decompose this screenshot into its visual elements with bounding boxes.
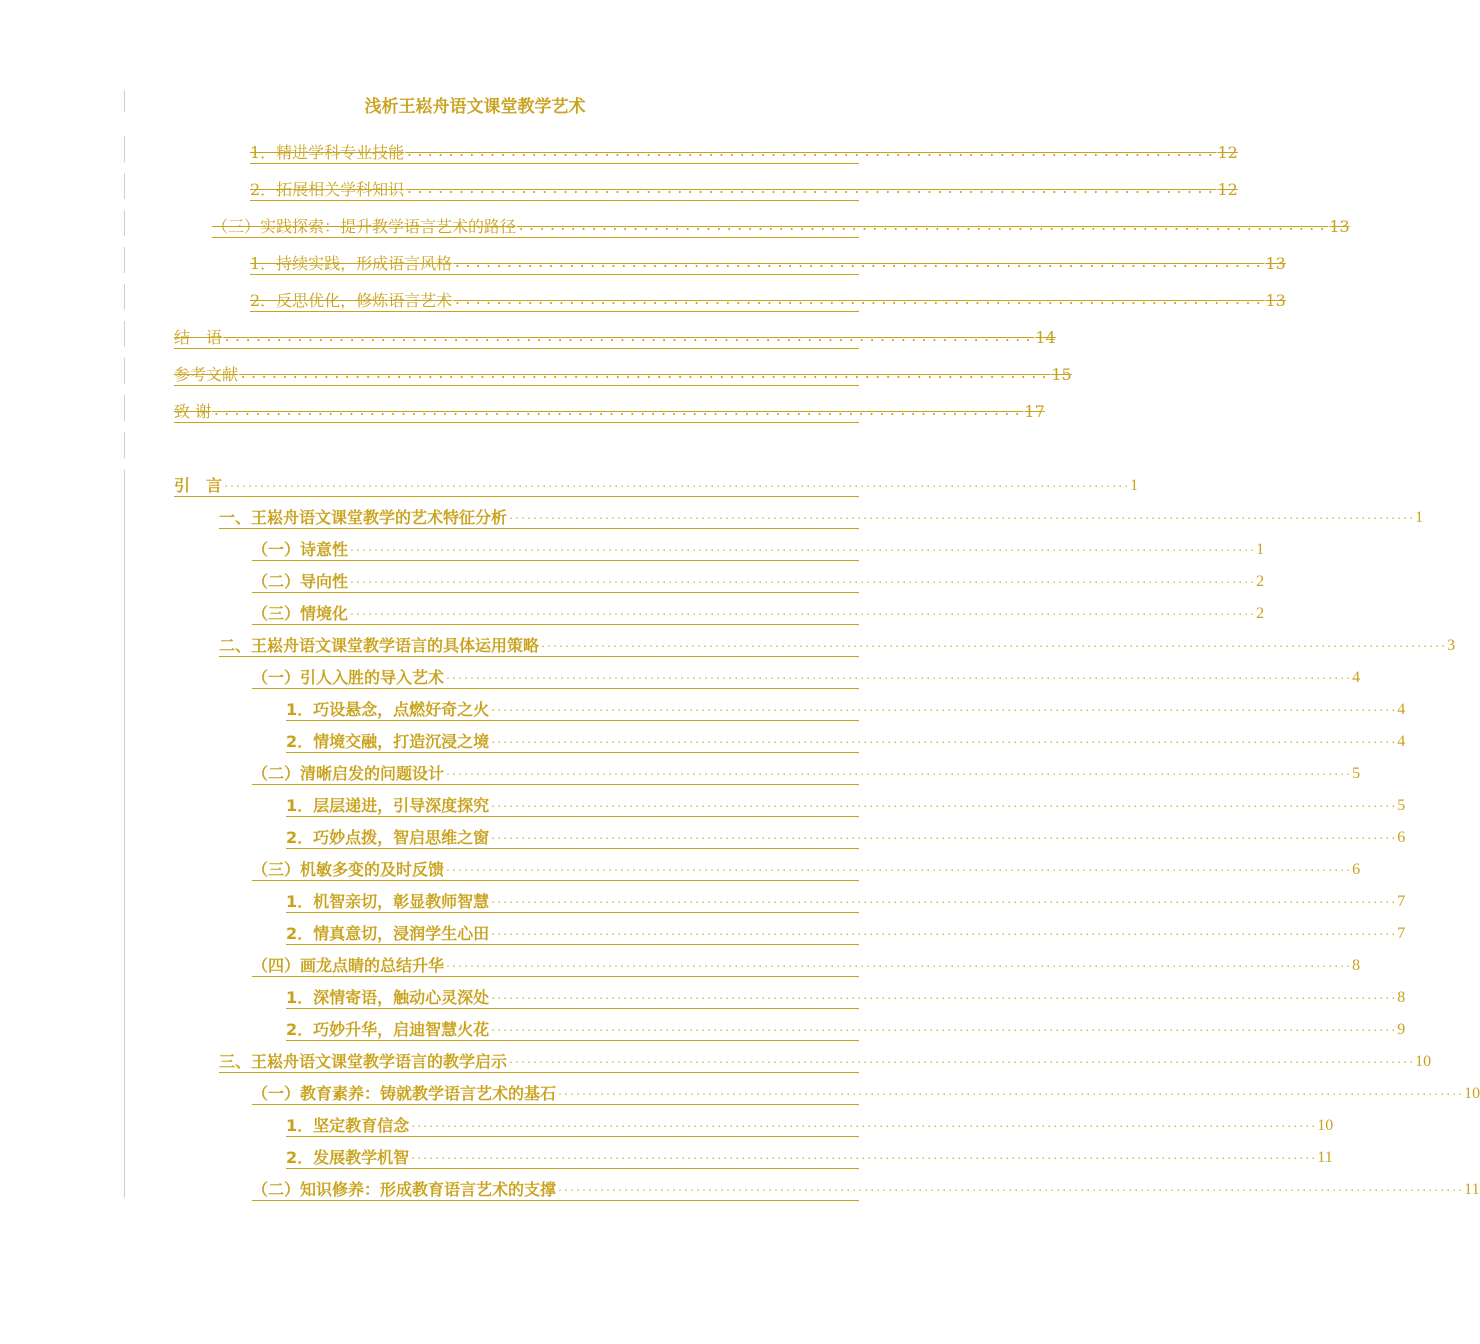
toc-page-number: 13 [1265,254,1286,273]
toc-entry-text: （一）引人入胜的导入艺术 [252,668,445,687]
toc-entry-text: （三）实践探索：提升教学语言艺术的路径 [212,217,517,236]
toc-entry-old[interactable] [174,324,1056,349]
toc-leader-dots: ....................................................................................................................................................... [490,1024,1397,1035]
toc-entry-text: 三、王崧舟语文课堂教学语言的教学启示 [219,1052,508,1071]
toc-entry[interactable] [286,696,1406,721]
toc-page-number: 17 [1024,402,1045,421]
toc-page-number: 12 [1217,180,1238,199]
toc-entry-text: （二）知识修养：形成教育语言艺术的支撑 [252,1180,557,1199]
margin-marker [124,136,125,162]
toc-page-number: 6 [1352,861,1361,878]
toc-page-number: 6 [1397,829,1406,846]
toc-entry-old[interactable] [250,250,1286,275]
toc-leader-dots: ....................................................................................................................................................... [490,896,1397,907]
toc-entry-text: 2．情真意切，浸润学生心田 [286,924,490,943]
toc-entry-text: （一）教育素养：铸就教学语言艺术的基石 [252,1084,557,1103]
toc-page-number: 7 [1397,893,1406,910]
toc-entry-old[interactable] [250,287,1286,312]
toc-page-number: 5 [1397,797,1406,814]
toc-page-number: 10 [1464,1085,1480,1102]
toc-entry-old[interactable] [250,139,1238,164]
toc-entry-text: 1．精进学科专业技能 [250,143,405,162]
toc-leader-dots: .............................................................................. [517,219,1329,235]
toc-entry-text: 2．情境交融，打造沉浸之境 [286,732,490,751]
toc-leader-dots: ....................................................................................................................................................... [490,736,1397,747]
toc-page-number: 10 [1415,1053,1432,1070]
toc-entry[interactable] [286,792,1406,817]
margin-marker [124,432,125,458]
toc-entry[interactable] [219,1048,1432,1073]
toc-entry[interactable] [252,1176,1480,1201]
toc-entry[interactable] [286,888,1406,913]
margin-marker [124,210,125,236]
toc-entry-text: （三）情境化 [252,604,349,623]
toc-entry-text: 2．反思优化，修炼语言艺术 [250,291,453,310]
toc-page-number: 2 [1256,605,1265,622]
toc-page-number: 4 [1397,733,1406,750]
toc-entry-old[interactable] [174,361,1072,386]
toc-page-number: 9 [1397,1021,1406,1038]
toc-page-number: 2 [1256,573,1265,590]
toc-leader-dots: .............................................................................. [239,367,1051,383]
toc-leader-dots: ....................................................................................................................................................... [445,864,1352,875]
toc-leader-dots: ....................................................................................................................................................... [508,512,1415,523]
toc-page-number: 1 [1415,509,1424,526]
toc-page-number: 8 [1397,989,1406,1006]
toc-entry[interactable] [286,1016,1406,1041]
toc-entry-text: 1．层层递进，引导深度探究 [286,796,490,815]
toc-page-number: 13 [1329,217,1350,236]
toc-page-number: 15 [1051,365,1072,384]
toc-leader-dots: .............................................................................. [405,182,1217,198]
toc-entry-text: 一、王崧舟语文课堂教学的艺术特征分析 [219,508,508,527]
toc-entry-old[interactable] [212,213,1350,238]
toc-leader-dots: ....................................................................................................................................................... [490,832,1397,843]
margin-marker [124,173,125,199]
toc-entry-text: （三）机敏多变的及时反馈 [252,860,445,879]
toc-entry[interactable] [252,568,1265,593]
toc-page-number: 3 [1447,637,1456,654]
toc-entry[interactable] [252,536,1265,561]
toc-page-number: 12 [1217,143,1238,162]
toc-leader-dots: ....................................................................................................................................................... [223,480,1130,491]
toc-entry[interactable] [174,472,1139,497]
margin-marker [124,321,125,347]
toc-entry-text: 致 谢 [174,402,212,421]
toc-entry-old[interactable] [250,176,1238,201]
toc-leader-dots: .............................................................................. [405,145,1217,161]
toc-leader-dots: ....................................................................................................................................................... [445,960,1352,971]
toc-leader-dots: .............................................................................. [453,256,1265,272]
toc-leader-dots: ....................................................................................................................................................... [557,1088,1464,1099]
toc-entry-text: 2．巧妙升华，启迪智慧火花 [286,1020,490,1039]
toc-leader-dots: ....................................................................................................................................................... [490,992,1397,1003]
toc-leader-dots: ....................................................................................................................................................... [349,544,1256,555]
toc-entry[interactable] [219,632,1456,657]
toc-leader-dots: ....................................................................................................................................................... [490,800,1397,811]
toc-leader-dots: ....................................................................................................................................................... [349,608,1256,619]
toc-entry-text: 1．坚定教育信念 [286,1116,410,1135]
toc-leader-dots: .............................................................................. [223,330,1035,346]
margin-marker [124,395,125,421]
toc-entry[interactable] [286,728,1406,753]
toc-entry-text: 二、王崧舟语文课堂教学语言的具体运用策略 [219,636,540,655]
margin-marker [124,90,125,112]
toc-page-number: 4 [1352,669,1361,686]
toc-entry-old[interactable] [174,398,1045,423]
toc-entry[interactable] [286,920,1406,945]
toc-page-number: 8 [1352,957,1361,974]
toc-leader-dots: ....................................................................................................................................................... [410,1152,1317,1163]
toc-page-number: 13 [1265,291,1286,310]
toc-entry-text: 2．巧妙点拨，智启思维之窗 [286,828,490,847]
toc-leader-dots: .............................................................................. [212,404,1024,420]
margin-marker [124,284,125,310]
margin-marker [124,247,125,273]
toc-entry[interactable] [286,1112,1334,1137]
toc-leader-dots: ....................................................................................................................................................... [557,1184,1464,1195]
toc-entry-text: 1．巧设悬念，点燃好奇之火 [286,700,490,719]
toc-leader-dots: ....................................................................................................................................................... [490,704,1397,715]
margin-marker [124,470,125,1198]
toc-page-number: 1 [1130,477,1139,494]
toc-entry[interactable] [219,504,1424,529]
toc-entry-text: （二）清晰启发的问题设计 [252,764,445,783]
toc-entry[interactable] [252,952,1361,977]
toc-entry-text: 1．深情寄语，触动心灵深处 [286,988,490,1007]
toc-entry-text: （二）导向性 [252,572,349,591]
toc-entry[interactable] [286,984,1406,1009]
toc-page-number: 11 [1464,1181,1480,1198]
toc-leader-dots: ....................................................................................................................................................... [410,1120,1317,1131]
toc-entry-text: 2．发展教学机智 [286,1148,410,1167]
toc-entry[interactable] [252,664,1361,689]
toc-leader-dots: ....................................................................................................................................................... [349,576,1256,587]
toc-leader-dots: ....................................................................................................................................................... [445,768,1352,779]
toc-entry[interactable] [286,1144,1333,1169]
toc-leader-dots: ....................................................................................................................................................... [445,672,1352,683]
toc-entry-text: 1．机智亲切，彰显教师智慧 [286,892,490,911]
toc-entry-text: 2．拓展相关学科知识 [250,180,405,199]
toc-leader-dots: ....................................................................................................................................................... [508,1056,1415,1067]
toc-entry[interactable] [252,760,1361,785]
toc-entry-text: 参考文献 [174,365,239,384]
toc-entry-text: 1．持续实践，形成语言风格 [250,254,453,273]
toc-entry[interactable] [252,600,1265,625]
toc-entry[interactable] [252,856,1361,881]
toc-page-number: 10 [1317,1117,1334,1134]
toc-leader-dots: ....................................................................................................................................................... [540,640,1447,651]
toc-entry[interactable] [252,1080,1480,1105]
toc-page-number: 1 [1256,541,1265,558]
toc-entry-text: 引 言 [174,476,223,495]
toc-page-number: 14 [1035,328,1056,347]
toc-entry[interactable] [286,824,1406,849]
toc-leader-dots: .............................................................................. [453,293,1265,309]
toc-page-number: 11 [1317,1149,1333,1166]
margin-marker [124,358,125,384]
toc-entry-text: （一）诗意性 [252,540,349,559]
toc-page-number: 7 [1397,925,1406,942]
toc-entry-text: 结 语 [174,328,223,347]
toc-leader-dots: ....................................................................................................................................................... [490,928,1397,939]
toc-entry-text: （四）画龙点睛的总结升华 [252,956,445,975]
toc-page-number: 4 [1397,701,1406,718]
toc-page-number: 5 [1352,765,1361,782]
document-title: 浅析王崧舟语文课堂教学艺术 [364,97,586,117]
